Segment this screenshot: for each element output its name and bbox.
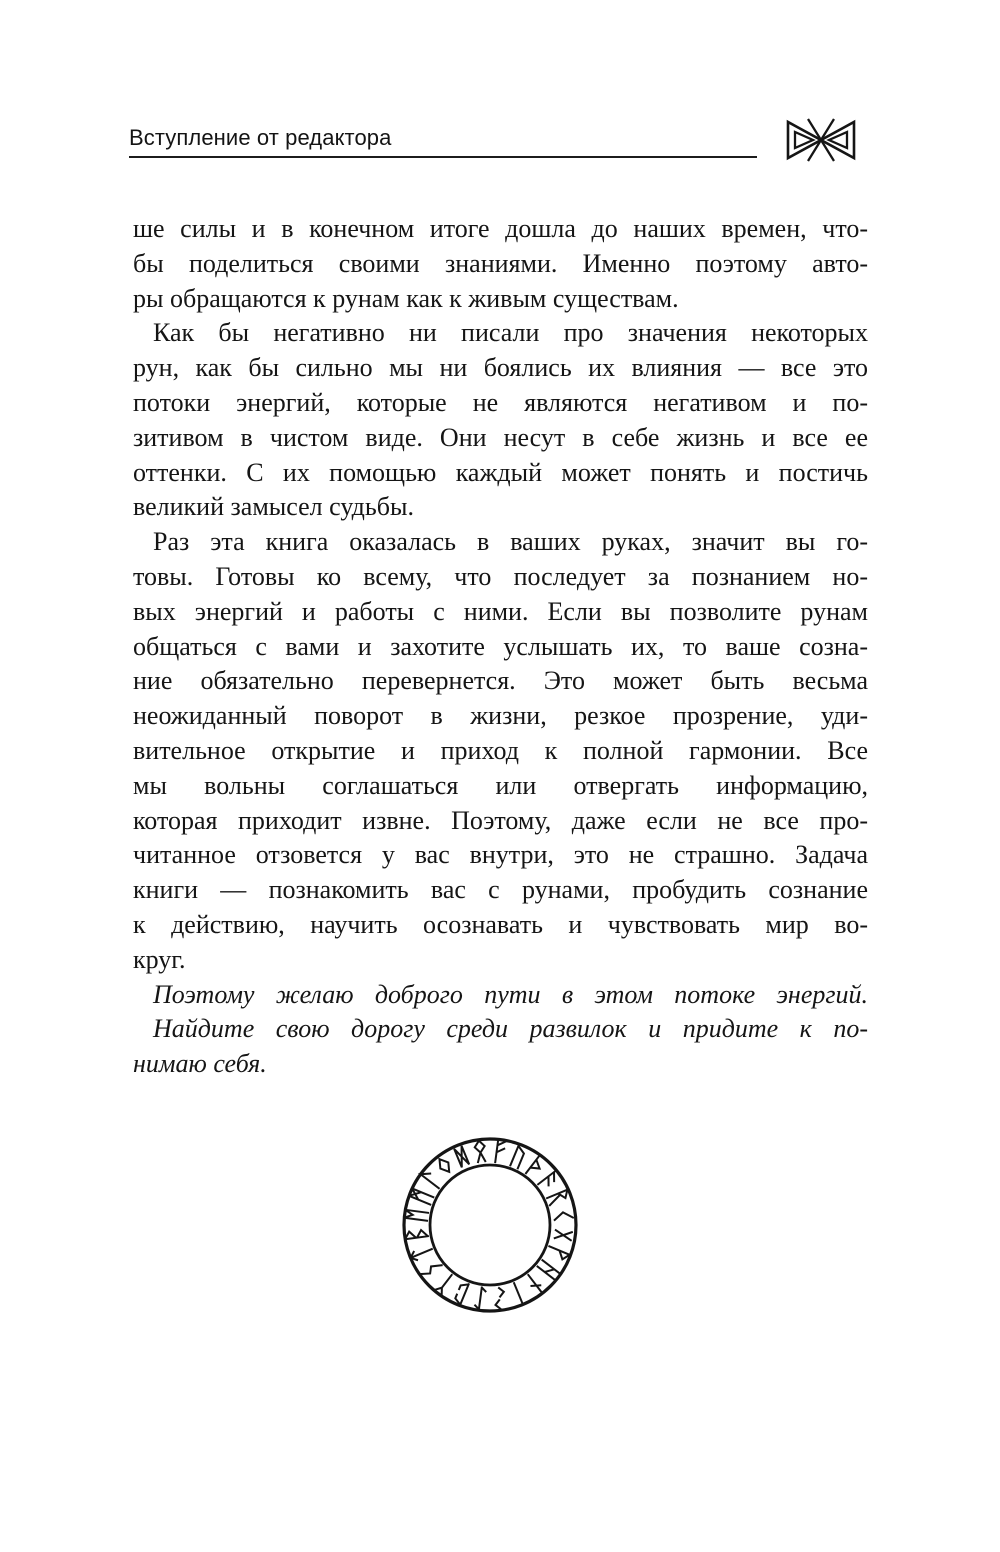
text-line: великий замысел судьбы. bbox=[133, 492, 414, 522]
paragraph bbox=[133, 978, 868, 1013]
rune-eihwaz-icon bbox=[474, 1286, 487, 1311]
paragraph bbox=[133, 525, 868, 977]
text-line: неожиданный поворот в жизни, резкое прозрение, уди- bbox=[133, 701, 868, 731]
text-line: вительное открытие и приход к полной гармонии. Все bbox=[133, 735, 868, 765]
text-line: мы вольны соглашаться или отвергать информацию, bbox=[133, 770, 868, 800]
rune-gebo-icon bbox=[554, 1230, 573, 1241]
text-line: Найдите свою дорогу среди развилок и придите к по- bbox=[153, 1014, 868, 1044]
text-line: вых энергий и работы с ними. Если вы позволите рунам bbox=[133, 596, 868, 626]
emblem-inner-circle bbox=[430, 1165, 550, 1285]
text-line: которая приходит извне. Поэтому, даже если не все про- bbox=[133, 805, 868, 835]
rune-jera-icon bbox=[493, 1287, 506, 1310]
body-text bbox=[133, 212, 868, 1082]
rune-kenaz-icon bbox=[553, 1211, 574, 1221]
text-line: книги — познакомить вас с рунами, пробудить сознание bbox=[133, 875, 868, 905]
paragraph bbox=[133, 212, 868, 316]
rune-mannaz-icon bbox=[409, 1188, 434, 1205]
rune-perthro-icon bbox=[453, 1281, 469, 1306]
text-line: Поэтому желаю доброго пути в этом потоке энергий. bbox=[153, 979, 868, 1009]
text-line: рун, как бы сильно мы ни боялись их влияния — все это bbox=[133, 353, 868, 383]
text-line: нимаю себя. bbox=[133, 1049, 267, 1079]
paragraph bbox=[133, 316, 868, 525]
rune-othala-icon bbox=[474, 1140, 487, 1163]
rune-fehu-icon bbox=[495, 1139, 506, 1164]
text-line: товы. Готовы ко всему, что последует за познанием но- bbox=[133, 561, 868, 591]
rune-uruz-icon bbox=[510, 1146, 526, 1169]
text-line: читанное отзовется у вас внутри, это не страшно. Задача bbox=[133, 840, 868, 870]
rune-wunjo-icon bbox=[546, 1246, 571, 1262]
text-line: общаться с вами и захотите услышать их, то ваше созна- bbox=[133, 631, 868, 661]
text-line: ше силы и в конечном итоге дошла до наших времен, что- bbox=[133, 214, 868, 243]
text-line: ры обращаются к рунам как к живым существам. bbox=[133, 283, 679, 313]
rune-raido-icon bbox=[546, 1189, 571, 1206]
page-header bbox=[129, 125, 769, 158]
text-line: потоки энергий, которые не являются негативом и по- bbox=[133, 387, 868, 417]
rune-ingwaz-icon bbox=[436, 1156, 454, 1175]
text-line: ние обязательно перевернется. Это может быть весьма bbox=[133, 666, 868, 696]
rune-berkanan-icon bbox=[404, 1229, 429, 1239]
rune-circle-emblem bbox=[395, 1130, 585, 1320]
text-line: бы поделиться своими знаниями. Именно поэтому авто- bbox=[133, 248, 868, 278]
text-line: зитивом в чистом виде. Они несут в себе жизнь и все ее bbox=[133, 422, 868, 452]
header-rule bbox=[129, 156, 757, 158]
rune-ehwaz-icon bbox=[404, 1210, 429, 1221]
rune-circle-svg bbox=[395, 1130, 585, 1320]
bindrune-icon-svg bbox=[785, 118, 857, 162]
text-line: Как бы негативно ни писали про значения некоторых bbox=[153, 318, 868, 348]
text-line: к действию, научить осознавать и чувствовать мир во- bbox=[133, 909, 868, 939]
text-line: оттенки. С их помощью каждый может понять и постичь bbox=[133, 457, 868, 487]
text-line: Раз эта книга оказалась в ваших руках, значит вы го- bbox=[153, 527, 868, 557]
paragraph bbox=[133, 1012, 868, 1082]
rune-naudiz-icon bbox=[524, 1272, 546, 1297]
chapter-title: Вступление от редактора bbox=[129, 125, 392, 150]
text-line: круг. bbox=[133, 944, 186, 974]
rune-dagaz-icon bbox=[454, 1146, 469, 1168]
rune-isa-icon bbox=[514, 1282, 523, 1304]
bindrune-icon bbox=[785, 118, 857, 162]
